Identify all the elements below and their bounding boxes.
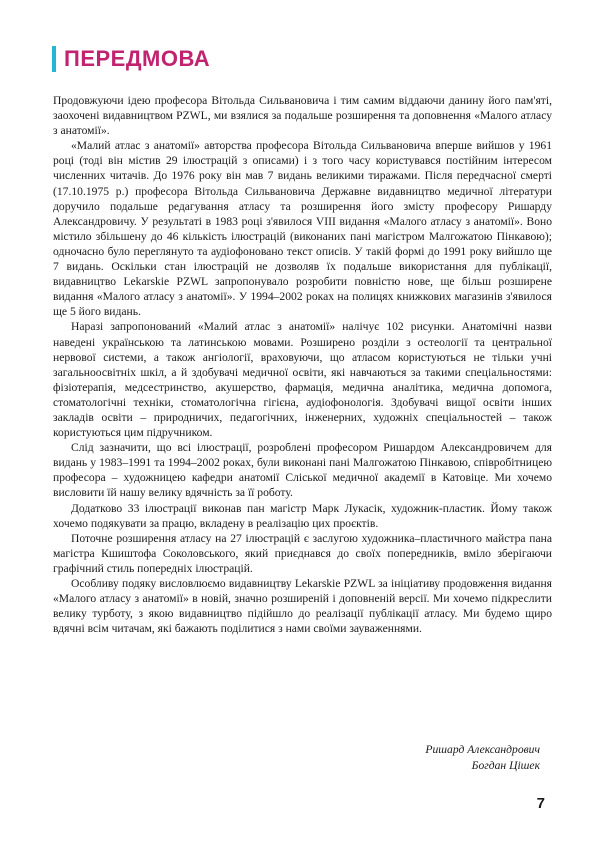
signature-author-2: Богдан Цішек: [471, 759, 540, 772]
signatures: [425, 742, 540, 774]
body-text: [53, 93, 552, 636]
page-header: [52, 46, 210, 72]
paragraph-2: «Малий атлас з анатомії» авторства професора Вітольда Сильвановича вперше вийшов у 1961 році (тоді він містив 29 ілюстрацій з описами) і з того часу користувався постійним інтересом численних читачів. До 1976 року він мав 7 видань великими тиражами. Після передчасної смерті (17.10.1975 р.) професора Вітольда Сильвановича Державне видавництво медичної літератури доручило подальше редагування атласу та розширення його змісту професору Ришарду Александровичу. У результаті в 1983 році з'явилося VIII видання «Малого атласу з анатомії». Воно містило збільшену до 46 кількість ілюстрацій (виконаних пані магістром Малгожатою Пінкавою); одночасно було переглянуто та аудіофоновано текст описів. У такій формі до 1991 року вийшло ще 7 видань. Оскільки стан ілюстрацій не дозволяв їх подальше використання для публікації, видавництво Lekarskie PZWL запропонувало розробити повністю нове, ще більш розширене видання «Малого атласу з анатомії». У 1994–2002 роках на полицях книжкових магазинів з'явилося ще 5 його видань.: [53, 139, 552, 319]
signature-author-1: Ришард Александрович: [425, 743, 540, 756]
paragraph-6: Поточне розширення атласу на 27 ілюстрацій є заслугою художника–пластичного майстра пана магістра Кшиштофа Соколовського, який приєднався до своїх попередників, вміло зберігаючи графічний стиль попередніх ілюстрацій.: [53, 531, 552, 575]
paragraph-1: Продовжуючи ідею професора Вітольда Сильвановича і тим самим віддаючи данину його пам'яті, заохочені видавництвом PZWL, ми взялися за подальше розширення та доповнення «Малого атласу з анатомії».: [53, 94, 552, 138]
paragraph-5: Додатково 33 ілюстрації виконав пан магістр Марк Лукасік, художник-пластик. Йому також хочемо подякувати за працю, вкладену в реалізацію цих проєктів.: [53, 501, 552, 530]
paragraph-7: Особливу подяку висловлюємо видавництву Lekarskie PZWL за ініціативу продовження видання «Малого атласу з анатомії» в новій, значно розширеній і доповненій версії. Ми хочемо підкреслити велику турботу, з якою видавництво підійшло до реалізації публікації атласу. Ми будемо щиро вдячні всім читачам, які бажають поділитися з нами своїми зауваженнями.: [53, 577, 552, 636]
header-accent-bar: [52, 46, 56, 72]
page-number: 7: [536, 795, 545, 812]
page-title: ПЕРЕДМОВА: [64, 46, 211, 71]
paragraph-3: Наразі запропонований «Малий атлас з анатомії» налічує 102 рисунки. Анатомічні назви наведені українською та латинською мовами. Розширено розділи з остеології та центральної нервової системи, а також ангіології, враховуючи, що атласом користуються не тільки учні загальноосвітніх шкіл, а й здобувачі медичної освіти, які навчаються за такими спеціальностями: фізіотерапія, медсестринство, акушерство, фармація, медична аналітика, медична допомога, стоматологічні техніки, стоматологічна гігієна, аудіофонологія. Здобувачі вищої освіти інших закладів освіти – природничих, педагогічних, інженерних, художніх спеціальностей – також користуються цим підручником.: [53, 320, 552, 440]
paragraph-4: Слід зазначити, що всі ілюстрації, розроблені професором Ришардом Александровичем для видань у 1983–1991 та 1994–2002 роках, були виконані пані Малгожатою Пінкавою, співробітницею професора – художницею кафедри анатомії Сліської медичної академії в Катовіце. Ми хочемо висловити їй нашу велику вдячність за її роботу.: [53, 441, 552, 500]
